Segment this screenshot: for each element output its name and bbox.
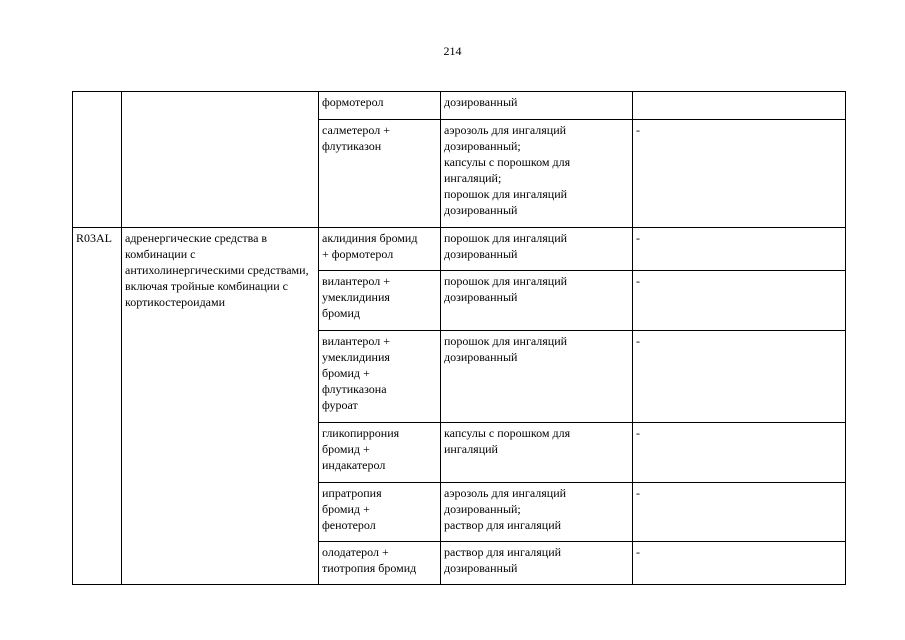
atc-group-name: адренергические средства в комбинации с антихолинергическими средствами, включая тройные комбинации с кортикостероидами bbox=[125, 231, 309, 309]
form-cell bbox=[441, 92, 633, 120]
note: - bbox=[636, 274, 640, 288]
note: - bbox=[636, 231, 640, 245]
drug-cell bbox=[319, 120, 441, 228]
drug-name: ипратропия бромид + фенотерол bbox=[322, 486, 382, 532]
drug-cell bbox=[319, 92, 441, 120]
table-row bbox=[73, 228, 846, 271]
drug-name: вилантерол + умеклидиния бромид + флутиказона фуроат bbox=[322, 334, 390, 412]
atc-code: R03AL bbox=[76, 231, 112, 245]
dosage-form: порошок для ингаляций дозированный bbox=[444, 231, 568, 261]
drug-name: гликопиррония бромид + индакатерол bbox=[322, 426, 400, 472]
table-row bbox=[73, 92, 846, 120]
dosage-form: раствор для ингаляций дозированный bbox=[444, 545, 562, 575]
drug-cell bbox=[319, 423, 441, 483]
note: - bbox=[636, 486, 640, 500]
atc-group-cell bbox=[122, 228, 319, 585]
drug-cell bbox=[319, 483, 441, 542]
drug-name: аклидиния бромид + формотерол bbox=[322, 231, 418, 261]
note: - bbox=[636, 426, 640, 440]
form-cell bbox=[441, 271, 633, 331]
dosage-form: порошок для ингаляций дозированный bbox=[444, 274, 568, 304]
atc-code-cell bbox=[73, 92, 122, 228]
drug-name: вилантерол + умеклидиния бромид bbox=[322, 274, 390, 320]
dosage-form: порошок для ингаляций дозированный bbox=[444, 334, 568, 364]
note: - bbox=[636, 123, 640, 137]
drug-cell bbox=[319, 271, 441, 331]
note-cell bbox=[633, 542, 846, 585]
drug-cell bbox=[319, 542, 441, 585]
note-cell bbox=[633, 331, 846, 423]
form-cell bbox=[441, 542, 633, 585]
dosage-form: капсулы с порошком для ингаляций bbox=[444, 426, 571, 456]
note-cell bbox=[633, 228, 846, 271]
form-cell bbox=[441, 228, 633, 271]
note-cell bbox=[633, 271, 846, 331]
form-cell bbox=[441, 120, 633, 228]
drug-name: формотерол bbox=[322, 95, 384, 109]
dosage-form: дозированный bbox=[444, 95, 518, 109]
drug-name: олодатерол + тиотропия бромид bbox=[322, 545, 417, 575]
note-cell bbox=[633, 483, 846, 542]
note-cell bbox=[633, 92, 846, 120]
form-cell bbox=[441, 483, 633, 542]
drug-name: салметерол + флутиказон bbox=[322, 123, 390, 153]
note: - bbox=[636, 334, 640, 348]
note: - bbox=[636, 545, 640, 559]
drug-cell bbox=[319, 331, 441, 423]
form-cell bbox=[441, 423, 633, 483]
atc-group-cell bbox=[122, 92, 319, 228]
drug-table bbox=[72, 91, 846, 585]
form-cell bbox=[441, 331, 633, 423]
page-number: 214 bbox=[443, 44, 462, 58]
note-cell bbox=[633, 120, 846, 228]
drug-cell bbox=[319, 228, 441, 271]
dosage-form: аэрозоль для ингаляций дозированный; раствор для ингаляций bbox=[444, 486, 567, 532]
atc-code-cell bbox=[73, 228, 122, 585]
dosage-form: аэрозоль для ингаляций дозированный; капсулы с порошком для ингаляций; порошок для ингаляций дозированный bbox=[444, 123, 571, 217]
note-cell bbox=[633, 423, 846, 483]
